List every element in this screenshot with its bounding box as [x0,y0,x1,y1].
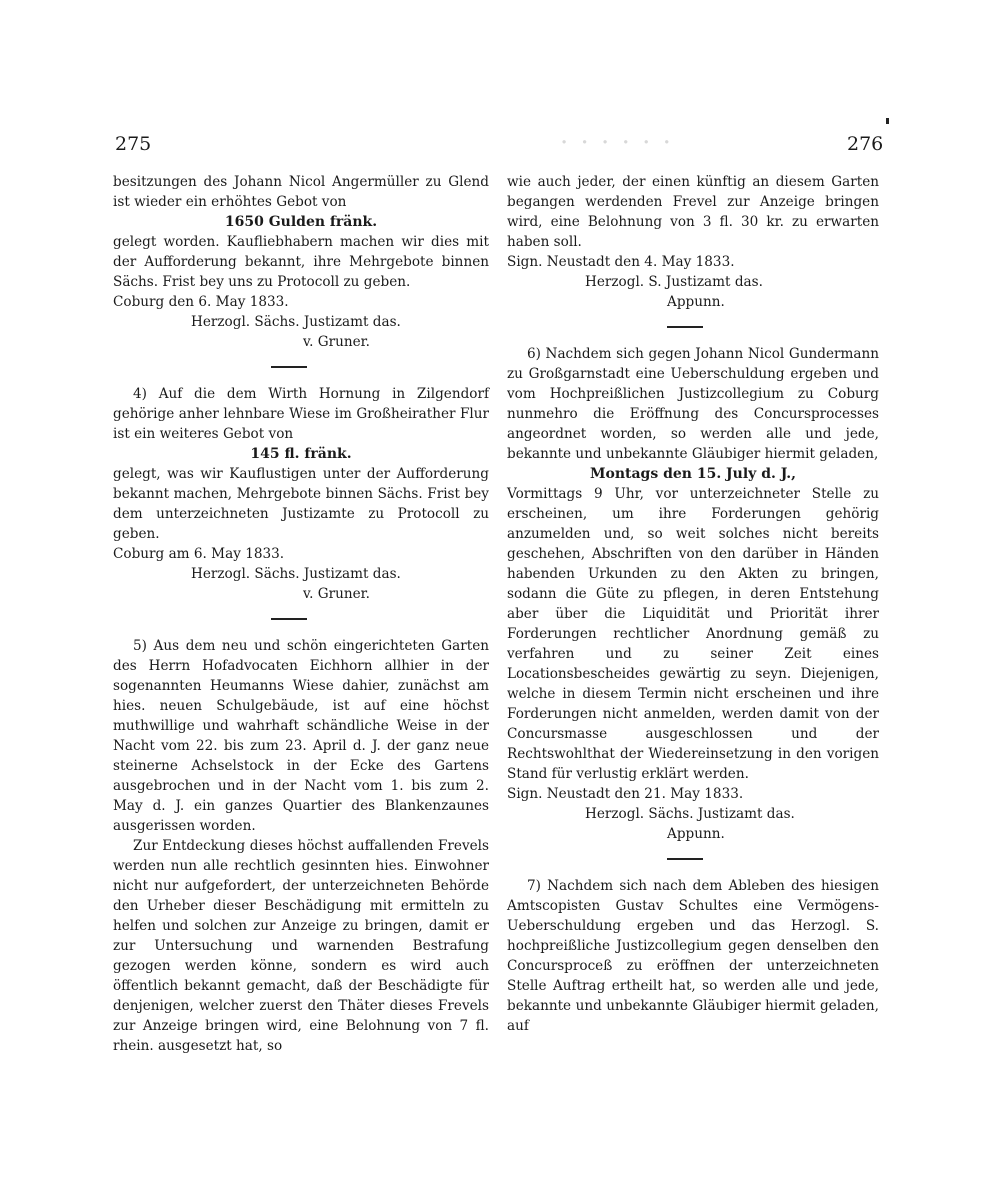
notice-5-paragraph-2: Zur Entdeckung dieses höchst auffallenden Frevels werden nun alle rechtlich gesinnten hies. Einwohner nicht nur aufgefordert, der unterzeichneten Behörde den Urheber dieser Beschädigung mit ermitteln zu helfen und solchen zur Anzeige zu bringen, damit er zur Untersuchung und warnenden Bestrafung gezogen werden könne, sondern es wird auch öffentlich bekannt gemacht, daß der Beschädigte für denjenigen, welcher zuerst den Thäter dieses Frevels zur Anzeige bringen wird, eine Belohnung von 7 fl. rhein. ausgesetzt hat, so [113,838,489,1054]
notice-7: 7) Nachdem sich nach dem Ableben des hiesigen Amtscopisten Gustav Schultes eine Vermögens-Ueberschuldung ergeben und das Herzogl. S. hochpreißliche Justizcollegium gegen denselben den Concursproceß zu eröffnen der unterzeichneten Stelle Auftrag ertheilt hat, so werden alle und jede, bekannte und unbekannte Gläubiger hiermit geladen, auf [507,878,879,1034]
notice-4-amount: 145 fl. fränk. [250,446,352,462]
page-number-right: 276 [847,133,884,155]
notice-5-office: Herzogl. S. Justizamt das. [585,274,763,290]
page-number-left: 275 [115,133,152,155]
notice-intro-continued: gelegt worden. Kaufliebhabern machen wir dies mit der Aufforderung bekannt, ihre Mehrgebote binnen Sächs. Frist bey uns zu Protocoll zu geben. [113,234,489,290]
notice-4: 4) Auf die dem Wirth Hornung in Zilgendorf gehörige anher lehnbare Wiese im Großheirather Flur ist ein weiteres Gebot von [113,386,489,442]
notice-6-continued: Vormittags 9 Uhr, vor unterzeichneter Stelle zu erscheinen, um ihre Forderungen gehörig anzumelden und, so weit solches nicht bereits geschehen, Abschriften von den darüber in Händen habenden Urkunden zu den Akten zu bringen, sodann die Güte zu pflegen, in deren Entstehung aber über die Liquidität und Priorität ihrer Forderungen rechtlicher Anordnung gemäß zu verfahren und zu seiner Zeit eines Locationsbescheides gewärtig zu seyn. Diejenigen, welche in diesem Termin nicht erscheinen und ihre Forderungen nicht anmelden, werden damit von der Concursmasse ausgeschlossen und der Rechtswohlthat der Wiedereinsetzung in den vorigen Stand für verlustig erklärt werden. [507,486,879,782]
notice-6: 6) Nachdem sich gegen Johann Nicol Gundermann zu Großgarnstadt eine Ueberschuldung ergeben und vom Hochpreißlichen Justizcollegium zu Coburg nunmehro die Eröffnung des Concursprocesses angeordnet worden, so werden alle und jede, bekannte und unbekannte Gläubiger hiermit geladen, [507,346,879,462]
notice-5-continued: wie auch jeder, der einen künftig an diesem Garten begangen werdenden Frevel zur Anzeige bringen wird, eine Belohnung von 3 fl. 30 kr. zu erwarten haben soll. [507,174,879,250]
notice-intro-office: Herzogl. Sächs. Justizamt das. [191,314,401,330]
section-divider [271,618,307,620]
left-column [113,172,489,1056]
notice-intro-place-date: Coburg den 6. May 1833. [113,294,289,310]
section-divider [271,366,307,368]
bleed-through-text: · · · · · · [560,128,673,158]
notice-4-continued: gelegt, was wir Kauflustigen unter der Aufforderung bekannt machen, Mehrgebote binnen Sächs. Frist bey dem unterzeichneten Justizamte zu Protocoll zu geben. [113,466,489,542]
notice-4-office: Herzogl. Sächs. Justizamt das. [191,566,401,582]
edge-mark [886,118,889,124]
notice-intro-signature: v. Gruner. [303,334,370,350]
notice-4-place-date: Coburg am 6. May 1833. [113,546,285,562]
notice-5-signature: Appunn. [667,294,725,310]
notice-5: 5) Aus dem neu und schön eingerichteten Garten des Herrn Hofadvocaten Eichhorn allhier in der sogenannten Heumanns Wiese dahier, zunächst am hies. neuen Schulgebäude, ist auf eine höchst muthwillige und wahrhaft schändliche Weise in der Nacht vom 22. bis zum 23. April d. J. der ganz neue steinerne Achselstock in der Ecke des Gartens ausgebrochen und in der Nacht vom 1. bis zum 2. May d. J. ein ganzes Quartier des Blankenzaunes ausgerissen worden. [113,638,489,834]
section-divider [667,326,703,328]
notice-5-place-date: Sign. Neustadt den 4. May 1833. [507,254,735,270]
notice-6-date: Montags den 15. July d. J., [589,466,797,482]
notice-6-place-date: Sign. Neustadt den 21. May 1833. [507,786,744,802]
notice-6-signature: Appunn. [667,826,725,842]
notice-intro-amount: 1650 Gulden fränk. [224,214,378,230]
notice-6-office: Herzogl. Sächs. Justizamt das. [585,806,795,822]
notice-intro: besitzungen des Johann Nicol Angermüller zu Glend ist wieder ein erhöhtes Gebot von [113,174,489,210]
notice-4-signature: v. Gruner. [303,586,370,602]
right-column [507,172,879,1036]
section-divider [667,858,703,860]
